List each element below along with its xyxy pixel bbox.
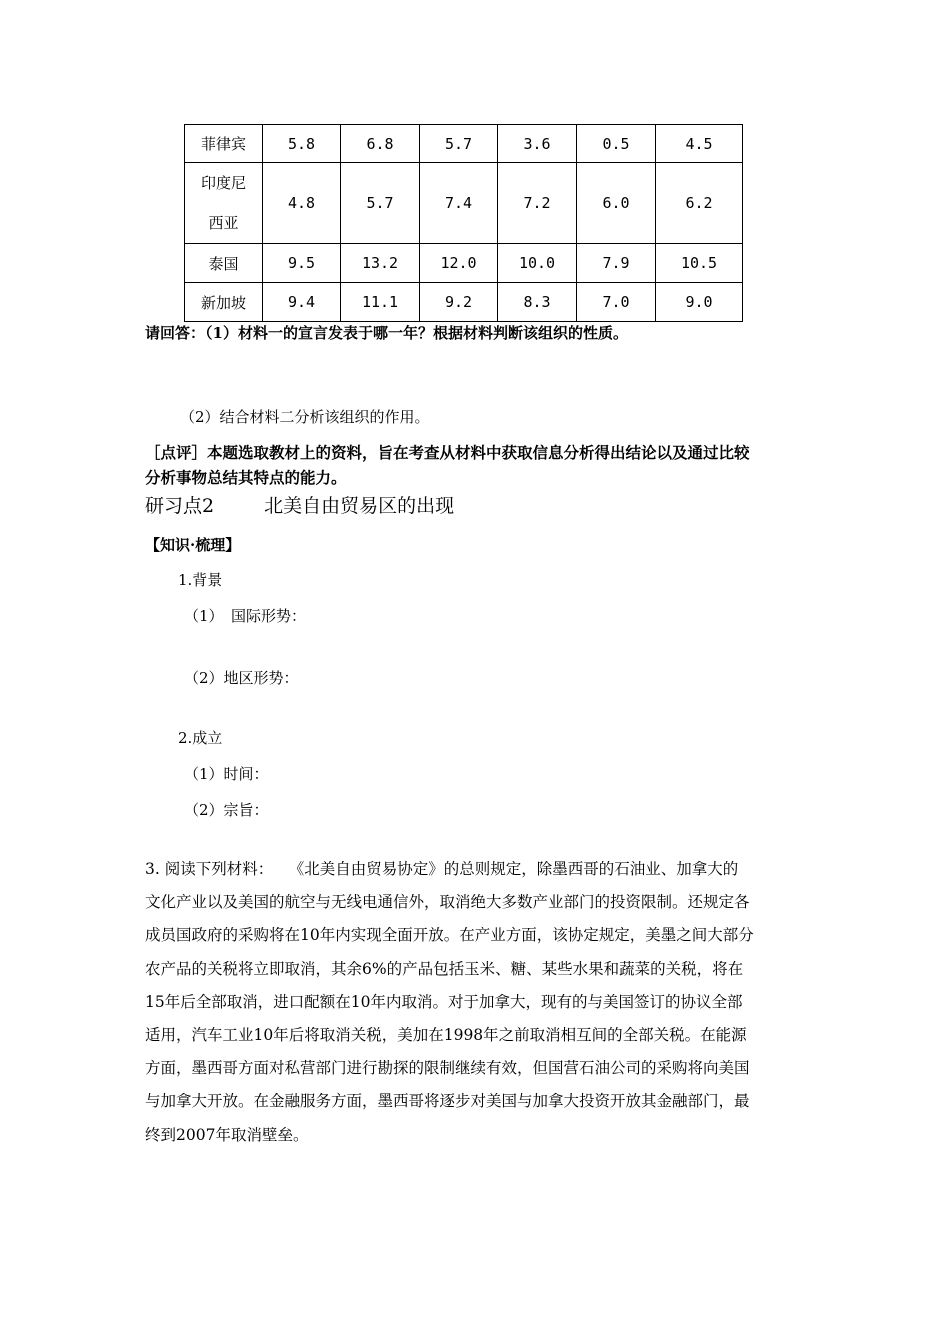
value-cell: 6.8 <box>341 125 420 163</box>
value-cell: 4.8 <box>263 163 341 244</box>
country-name-line: 印度尼 <box>200 174 246 192</box>
table-row <box>185 283 743 322</box>
comment-line-1: ［点评］本题选取教材上的资料，旨在考查从材料中获取信息分析得出结论以及通过比较 <box>145 443 750 462</box>
growth-data-table <box>184 124 743 322</box>
value-cell: 3.6 <box>498 125 577 163</box>
value-cell: 9.5 <box>263 244 341 283</box>
material-line: 3. 阅读下列材料： 《北美自由贸易协定》的总则规定，除墨西哥的石油业、加拿大的 <box>145 860 739 878</box>
outline-founding: 2.成立 <box>178 729 223 747</box>
outline-time: （1）时间： <box>184 765 269 783</box>
value-cell: 5.7 <box>420 125 498 163</box>
country-cell: 新加坡 <box>185 283 263 322</box>
section-title: 北美自由贸易区的出现 <box>264 495 455 517</box>
value-cell: 7.9 <box>577 244 656 283</box>
country-cell <box>185 163 263 244</box>
material-line: 适用，汽车工业10年后将取消关税，美加在1998年之前取消相互间的全部关税。在能源 <box>145 1026 747 1045</box>
outline-international: （1） 国际形势： <box>184 607 307 625</box>
value-cell: 7.0 <box>577 283 656 322</box>
comment-line-2: 分析事物总结其特点的能力。 <box>145 468 347 487</box>
outline-regional: （2）地区形势： <box>184 669 299 687</box>
outline-purpose: （2）宗旨： <box>184 801 269 819</box>
material-line: 农产品的关税将立即取消，其余6%的产品包括玉米、糖、某些水果和蔬菜的关税，将在 <box>145 959 744 978</box>
material-paragraph <box>145 853 805 1152</box>
country-cell: 泰国 <box>185 244 263 283</box>
value-cell: 4.5 <box>656 125 743 163</box>
table-row <box>185 163 743 244</box>
material-line: 与加拿大开放。在金融服务方面，墨西哥将逐步对美国与加拿大投资开放其金融部门，最 <box>145 1092 750 1111</box>
material-line: 成员国政府的采购将在10年内实现全面开放。在产业方面，该协定规定，美墨之间大部分 <box>145 926 754 945</box>
material-line: 终到2007年取消壁垒。 <box>145 1125 309 1144</box>
outline-background: 1.背景 <box>178 571 223 589</box>
value-cell: 11.1 <box>341 283 420 322</box>
country-name-line: 西亚 <box>208 214 239 232</box>
knowledge-label: 【知识·梳理】 <box>145 536 241 554</box>
value-cell: 10.5 <box>656 244 743 283</box>
value-cell: 8.3 <box>498 283 577 322</box>
value-cell: 9.4 <box>263 283 341 322</box>
value-cell: 7.4 <box>420 163 498 244</box>
value-cell: 6.0 <box>577 163 656 244</box>
country-cell: 菲律宾 <box>185 125 263 163</box>
value-cell: 5.8 <box>263 125 341 163</box>
value-cell: 12.0 <box>420 244 498 283</box>
value-cell: 9.2 <box>420 283 498 322</box>
section-heading <box>145 491 454 518</box>
value-cell: 6.2 <box>656 163 743 244</box>
section-number: 研习点2 <box>145 495 215 517</box>
value-cell: 7.2 <box>498 163 577 244</box>
table-row <box>185 244 743 283</box>
value-cell: 9.0 <box>656 283 743 322</box>
material-line: 15年后全部取消，进口配额在10年内取消。对于加拿大，现有的与美国签订的协议全部 <box>145 992 743 1011</box>
table-row <box>185 125 743 163</box>
material-line: 文化产业以及美国的航空与无线电通信外，取消绝大多数产业部门的投资限制。还规定各 <box>145 893 750 912</box>
question-intro: 请回答：（1）材料一的宣言发表于哪一年？根据材料判断该组织的性质。 <box>145 324 628 342</box>
question-2: （2）结合材料二分析该组织的作用。 <box>180 408 430 426</box>
value-cell: 5.7 <box>341 163 420 244</box>
material-line: 方面，墨西哥方面对私营部门进行勘探的限制继续有效，但国营石油公司的采购将向美国 <box>145 1059 750 1078</box>
value-cell: 0.5 <box>577 125 656 163</box>
value-cell: 13.2 <box>341 244 420 283</box>
value-cell: 10.0 <box>498 244 577 283</box>
